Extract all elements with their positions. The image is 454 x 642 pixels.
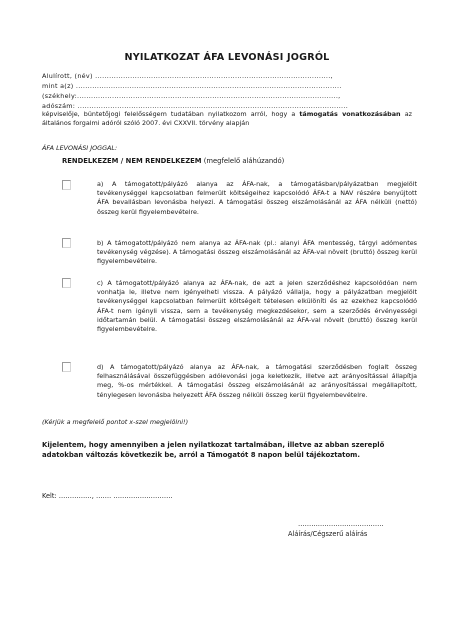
intro-text-end: az általános forgalmi adóról szóló 2007. évi CXXVII. törvény alapján xyxy=(42,110,412,127)
name-field[interactable]: Alulírott, (név) ....................................................................................................., xyxy=(42,72,333,80)
option-d-text: d) A támogatott/pályázó alanya az ÁFA-nak, a támogatási szerződésben foglalt összeg felhasználásával összefüggésben adólevonási joga keletkezik, illetve azt arányosítással állapítja meg, %-os mértékkel. A támogatási összeg elszámolásánál az arányosítással megállapított, ténylegesen levonásba helyezett ÁFA összeg nélküli összeg kerül figyelembevételre. xyxy=(97,363,417,399)
option-c-checkbox[interactable] xyxy=(62,278,71,288)
intro-text: képviselője, büntetőjogi felelősségem tudatában nyilatkozom arról, hogy a xyxy=(42,110,300,118)
seat-field[interactable]: (székhely:................................................................................................................, xyxy=(42,92,341,100)
capacity-field[interactable]: mint a(z) .................................................................................................................. xyxy=(42,82,342,90)
date-field[interactable]: Kelt: ……………, ……. ……………………… xyxy=(42,492,173,500)
intro-paragraph xyxy=(42,110,412,128)
declaration-paragraph: Kijelentem, hogy amennyiben a jelen nyilatkozat tartalmában, illetve az abban szereplő adatokban változás következik be, arról a Támogatót 8 napon belül tájékoztatom. xyxy=(42,441,385,459)
section-label: ÁFA LEVONÁSI JOGGAL: xyxy=(42,144,118,152)
marking-hint: (Kérjük a megfelelő pontot x-szel megjelölni!) xyxy=(42,418,189,426)
option-b-checkbox[interactable] xyxy=(62,238,71,248)
option-a-checkbox[interactable] xyxy=(62,180,71,190)
option-a-text: a) A támogatott/pályázó alanya az ÁFA-nak, a támogatásban/pályázatban megjelölt tevékenységgel kapcsolatban felmerült költségeihez kapcsolódó ÁFA-t a NAV részére benyújtott ÁFA bevallásban levonásba helyezi. A támogatási összeg elszámolásánál az ÁFA nélküli (nettó) összeg kerül figyelembevételre. xyxy=(97,180,417,216)
signature-line[interactable]: ………………………………… xyxy=(298,520,384,528)
choice-heading-options: RENDELKEZEM / NEM RENDELKEZEM xyxy=(62,157,202,165)
choice-heading xyxy=(62,157,284,165)
signature-label: Aláírás/Cégszerű aláírás xyxy=(288,530,368,538)
choice-heading-note: (megfelelő aláhúzandó) xyxy=(201,157,285,165)
option-d-checkbox[interactable] xyxy=(62,362,71,372)
document-title: NYILATKOZAT ÁFA LEVONÁSI JOGRÓL xyxy=(124,52,330,63)
intro-bold-text: támogatás vonatkozásában xyxy=(299,110,401,118)
tax-number-field[interactable]: adószám: .................................................................................................................... xyxy=(42,102,349,110)
option-c-text: c) A támogatott/pályázó alanya az ÁFA-nak, de azt a jelen szerződéshez kapcsolódóan nem vonhatja le, illetve nem igényelheti vissza. A pályázó vállalja, hogy a pályázatban megjelölt tevékenységgel kapcsolatban felmerült költségeit tételesen elkülöníti és az ezekhez kapcsolódó ÁFA-t nem igényli vissza, sem a tevékenység megkezdésekor, sem a szerződés érvényességi időtartamán belül. A támogatási összeg elszámolásánál az ÁFA-val növelt (bruttó) összeg kerül figyelembevételre. xyxy=(97,279,417,334)
option-b-text: b) A támogatott/pályázó nem alanya az ÁFA-nak (pl.: alanyi ÁFA mentesség, tárgyi adómentes tevékenység végzése). A támogatási összeg elszámolásánál az ÁFA-val növelt (bruttó) összeg kerül figyelembevételre. xyxy=(97,239,417,266)
